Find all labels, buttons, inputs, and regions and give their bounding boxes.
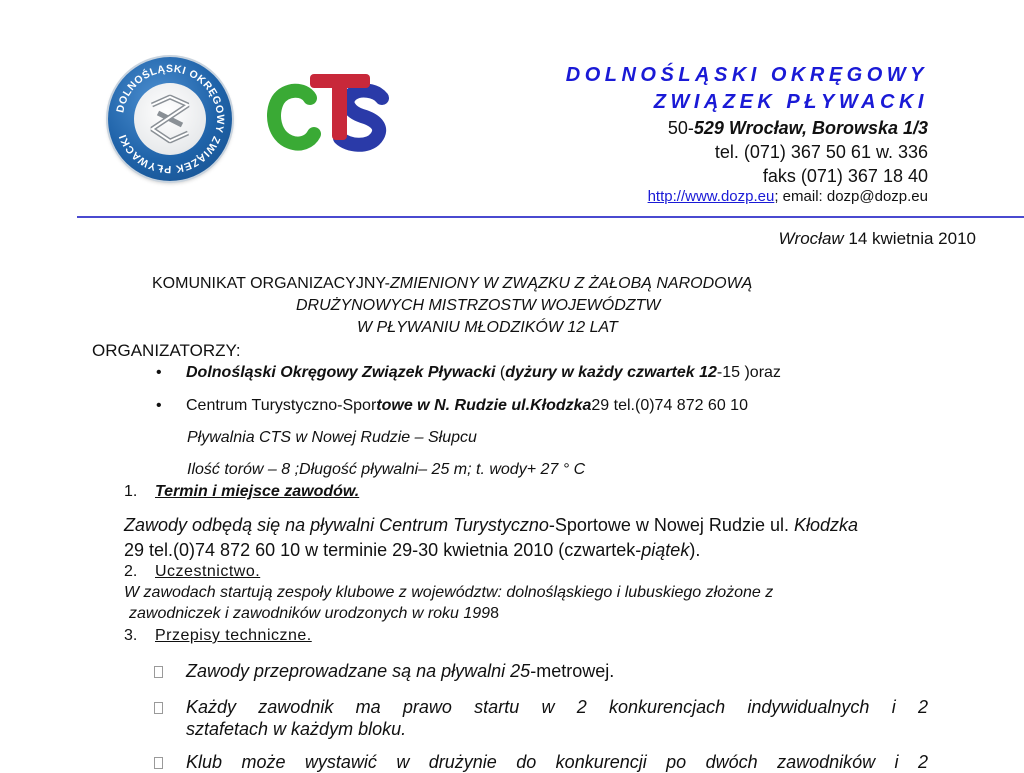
header-divider <box>77 216 1024 218</box>
phone: tel. (071) 367 50 61 w. 336 <box>714 142 928 162</box>
address: 50-529 Wrocław, Borowska 1/3 <box>667 118 928 138</box>
org-name-line1: DOLNOŚLĄSKI OKRĘGOWY <box>565 64 928 86</box>
fax: faks (071) 367 18 40 <box>762 166 928 186</box>
section-1-text: 29 tel.(0)74 872 60 10 w terminie 29-30 kwietnia 2010 (czwartek-piątek). <box>124 540 701 560</box>
section-heading-3: 3. Przepisy techniczne. <box>124 627 312 644</box>
checkbox-glyph-icon <box>154 702 163 714</box>
title-line3: W PŁYWANIU MŁODZIKÓW 12 LAT <box>357 319 618 336</box>
bullet-icon: • <box>156 364 162 381</box>
email-text: ; email: dozp@dozp.eu <box>774 188 928 205</box>
section-heading-2: 2. Uczestnictwo. <box>124 563 261 580</box>
rule-item-continuation: sztafetach w każdym bloku. <box>186 719 407 739</box>
pool-specs: Ilość torów – 8 ;Długość pływalni– 25 m; t. wody+ 27 ° C <box>187 461 586 478</box>
checkbox-glyph-icon <box>154 757 163 769</box>
contact-line <box>648 188 928 205</box>
section-2-text: W zawodach startują zespoły klubowe z województw: dolnośląskiego i lubuskiego złożone z <box>124 584 774 601</box>
rule-item: Zawody przeprowadzane są na pływalni 25-metrowej. <box>186 661 614 682</box>
section-heading-1: 1. Termin i miejsce zawodów. <box>124 483 360 500</box>
checkbox-glyph-icon <box>154 666 163 678</box>
website-link[interactable]: http://www.dozp.eu <box>647 188 775 205</box>
organizer-item: • Dolnośląski Okręgowy Związek Pływacki (dyżury w każdy czwartek 12-15 )oraz <box>156 364 781 381</box>
pool-name: Pływalnia CTS w Nowej Rudzie – Słupcu <box>187 429 477 446</box>
section-1-text: Zawody odbędą się na pływalni Centrum Turystyczno-Sportowe w Nowej Rudzie ul. Kłodzka <box>124 515 859 535</box>
title-line2: DRUŻYNOWYCH MISTRZOSTW WOJEWÓDZTW <box>296 297 661 314</box>
dozp-logo <box>108 57 232 181</box>
organizer-item: • Centrum Turystyczno-Sportowe w N. Rudzie ul.Kłodzka29 tel.(0)74 872 60 10 <box>156 397 748 414</box>
rule-item: Klub może wystawić w drużynie do konkurencji po dwóch zawodników i 2 <box>186 752 928 773</box>
dozp-logo-emblem <box>134 83 206 155</box>
bullet-icon: • <box>156 397 162 414</box>
section-2-text: zawodniczek i zawodników urodzonych w roku 1998 <box>129 605 499 622</box>
svg-text:DOLNOŚLĄSKI OKRĘGOWY ZWIĄZEK P: DOLNOŚLĄSKI OKRĘGOWY ZWIĄZEK PŁYWACKI <box>114 62 227 176</box>
cts-logo <box>264 70 392 154</box>
document-date: Wrocław 14 kwietnia 2010 <box>778 229 976 248</box>
title-line1: KOMUNIKAT ORGANIZACYJNY-ZMIENIONY W ZWĄZKU Z ŻAŁOBĄ NARODOWĄ <box>152 275 753 292</box>
rule-item: Każdy zawodnik ma prawo startu w 2 konkurencjach indywidualnych i 2 <box>186 697 928 718</box>
org-name-line2: ZWIĄZEK PŁYWACKI <box>653 91 928 113</box>
organizers-heading: ORGANIZATORZY: <box>92 341 241 360</box>
